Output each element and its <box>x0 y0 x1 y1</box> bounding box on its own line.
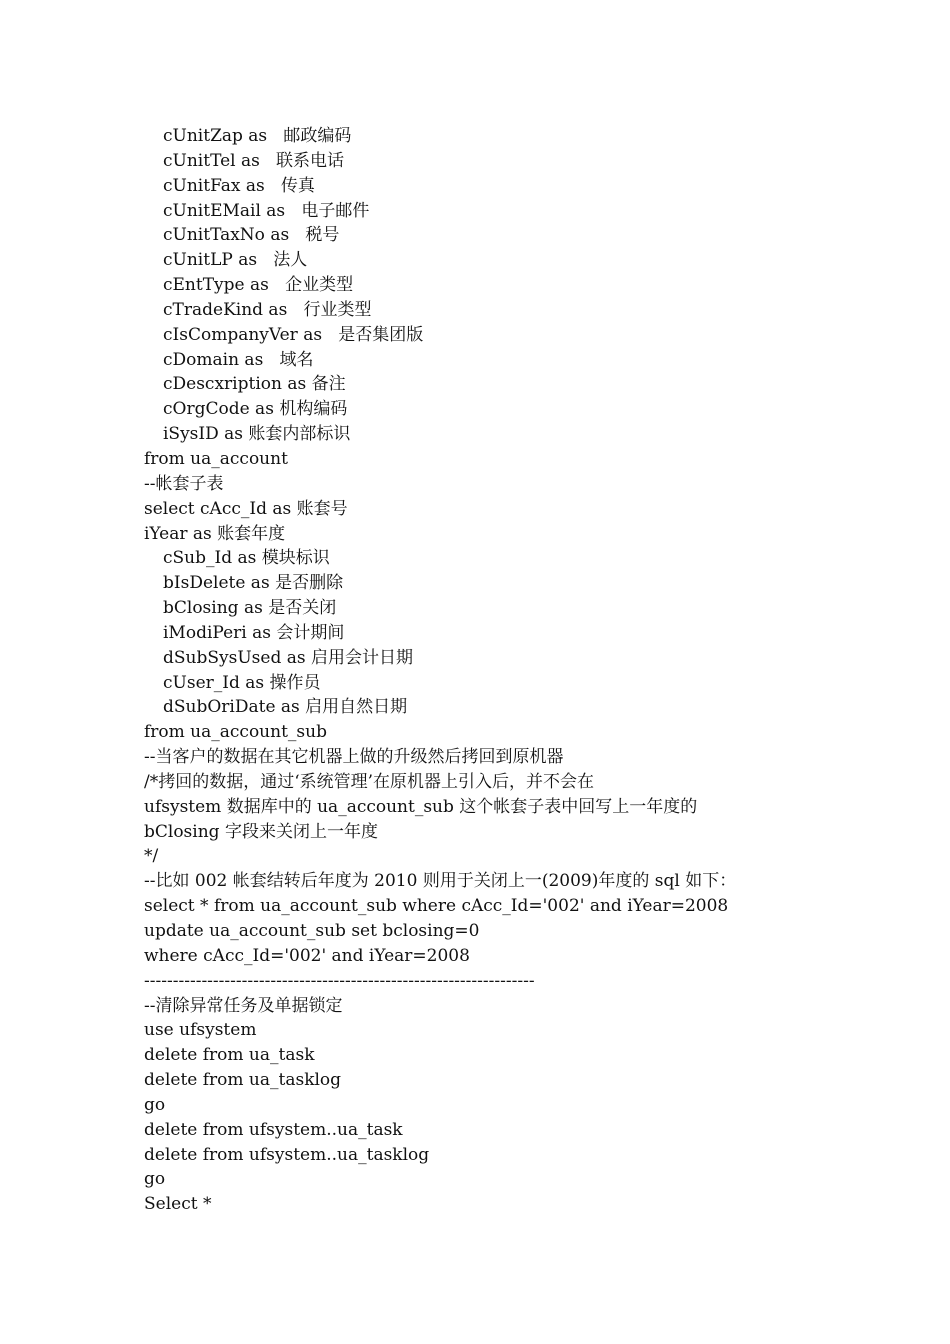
code-line: cUnitTaxNo as 税号 <box>163 225 340 246</box>
code-line: Select * <box>144 1194 212 1215</box>
code-line: cSub_Id as 模块标识 <box>163 548 330 569</box>
code-line: delete from ua_tasklog <box>144 1070 342 1091</box>
code-line: -------------------------------------------------------------------- <box>144 970 535 991</box>
code-line: dSubOriDate as 启用自然日期 <box>163 697 408 718</box>
code-line: cUser_Id as 操作员 <box>163 672 321 693</box>
code-line: cUnitLP as 法人 <box>163 250 308 271</box>
code-line: --当客户的数据在其它机器上做的升级然后拷回到原机器 <box>144 747 564 768</box>
code-line: bClosing 字段来关闭上一年度 <box>144 821 378 842</box>
code-line: delete from ufsystem..ua_tasklog <box>144 1144 430 1165</box>
code-line: cDomain as 域名 <box>163 349 314 370</box>
code-line: cEntType as 企业类型 <box>163 275 354 296</box>
code-line: cUnitZap as 邮政编码 <box>163 126 352 146</box>
code-line: cUnitFax as 传真 <box>163 175 315 196</box>
code-line: cUnitEMail as 电子邮件 <box>163 200 370 221</box>
code-line: cTradeKind as 行业类型 <box>163 299 372 320</box>
code-line: --比如 002 帐套结转后年度为 2010 则用于关闭上一(2009)年度的 sql 如下： <box>144 871 737 892</box>
code-line: select * from ua_account_sub where cAcc_Id='002' and iYear=2008 <box>144 896 729 917</box>
code-line: use ufsystem <box>144 1020 257 1041</box>
code-line: /*拷回的数据，通过‘系统管理’在原机器上引入后，并不会在 <box>144 771 595 792</box>
code-line: delete from ufsystem..ua_task <box>144 1119 403 1140</box>
code-line: ufsystem 数据库中的 ua_account_sub 这个帐套子表中回写上一年度的 <box>144 796 698 817</box>
code-line: go <box>144 1094 166 1115</box>
code-line: delete from ua_task <box>144 1045 315 1066</box>
code-line: cIsCompanyVer as 是否集团版 <box>163 324 424 345</box>
code-line: */ <box>144 846 159 867</box>
code-line: bClosing as 是否关闭 <box>163 598 337 619</box>
code-line: from ua_account_sub <box>144 722 327 743</box>
code-line: go <box>144 1169 166 1190</box>
sql-code-text <box>144 124 904 1217</box>
code-line: --帐套子表 <box>144 473 224 494</box>
code-line: update ua_account_sub set bclosing=0 <box>144 921 480 941</box>
code-line: bIsDelete as 是否删除 <box>163 573 344 594</box>
code-line: cOrgCode as 机构编码 <box>163 399 348 420</box>
code-line: iSysID as 账套内部标识 <box>163 424 351 445</box>
code-line: cUnitTel as 联系电话 <box>163 150 345 171</box>
code-line: iYear as 账套年度 <box>144 523 286 544</box>
code-line: select cAcc_Id as 账套号 <box>144 498 348 519</box>
code-line: from ua_account <box>144 448 288 469</box>
code-line: iModiPeri as 会计期间 <box>163 622 345 643</box>
code-line: cDescxription as 备注 <box>163 374 346 395</box>
code-line: where cAcc_Id='002' and iYear=2008 <box>144 945 470 966</box>
code-line: --清除异常任务及单据锁定 <box>144 995 343 1016</box>
code-line: dSubSysUsed as 启用会计日期 <box>163 647 413 668</box>
